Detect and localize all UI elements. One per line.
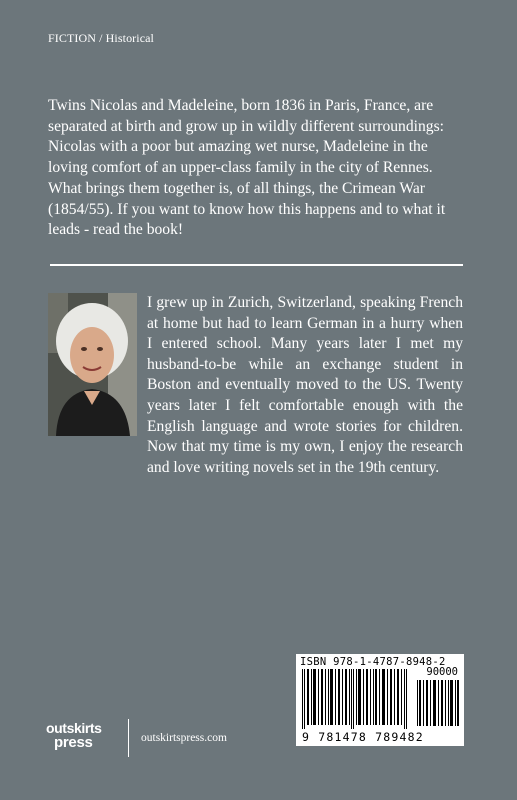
barcode-bars [300,669,412,729]
author-bio: I grew up in Zurich, Switzerland, speaking French at home but had to learn German in a hurry when I entered school. Many years later I met my husband-to-be while an exchange student in Boston and eventually moved to the US. Twenty years later I felt comfortable enough with the English language and wrote stories for children. Now that my time is my own, I enjoy the research and love writing novels set in the 19th century. [147,294,463,476]
addon-barcode-bars [416,680,460,726]
isbn-digits: 9 781478 789482 [302,730,424,744]
logo-text-bottom: press [54,734,93,751]
book-blurb: Twins Nicolas and Madeleine, born 1836 in Paris, France, are separated at birth and grow up in wildly different surroundings: Nicolas with a poor but amazing wet nurse, Madeleine in the loving comfort of an upper-class family in the city of Rennes. What brings them together is, of all things, the Crimean War (1854/55). If you want to know how this happens and to what it leads - read the book! [48,97,446,239]
author-photo [48,293,137,436]
publisher-url: outskirtspress.com [141,732,227,744]
price-code: 90000 [426,666,458,678]
logo-separator [128,719,129,757]
divider [50,264,463,266]
genre-label: FICTION / Historical [48,31,154,45]
publisher-logo [46,720,124,758]
isbn-label: ISBN 978-1-4787-8948-2 [300,656,446,668]
logo-text-top: outskirts [46,720,102,736]
isbn-barcode [296,654,464,746]
